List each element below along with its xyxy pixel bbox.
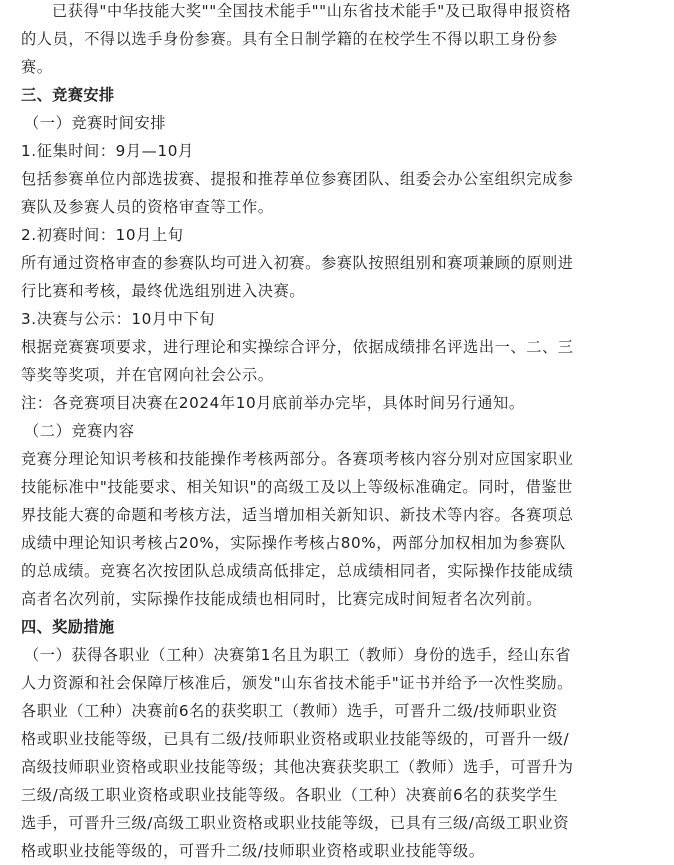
paragraph-line: 行比赛和考核，最终优选组别进入决赛。 — [21, 282, 306, 300]
paragraph-line: 人力资源和社会保障厅核准后，颁发"山东省技术能手"证书并给予一次性奖励。 — [21, 674, 573, 692]
paragraph-line: 高者名次列前，实际操作技能成绩也相同时，比赛完成时间短者名次列前。 — [21, 590, 542, 608]
schedule-item-title: 1.征集时间：9月—10月 — [21, 142, 194, 160]
paragraph-line: 包括参赛单位内部选拔赛、提报和推荐单位参赛团队、组委会办公室组织完成参 — [21, 170, 574, 188]
paragraph-line: 各职业（工种）决赛前6名的获奖职工（教师）选手，可晋升二级/技师职业资 — [21, 702, 558, 720]
note-line: 注：各竞赛项目决赛在2024年10月底前举办完毕，具体时间另行通知。 — [21, 394, 525, 412]
schedule-item-title: 3.决赛与公示：10月中下旬 — [21, 310, 216, 328]
paragraph-line: 技能标准中"技能要求、相关知识"的高级工及以上等级标准确定。同时，借鉴世 — [21, 478, 573, 496]
paragraph-line: 成绩中理论知识考核占20%，实际操作考核占80%，两部分加权相加为参赛队 — [21, 534, 566, 552]
paragraph-line: 所有通过资格审查的参赛队均可进入初赛。参赛队按照组别和赛项兼顾的原则进 — [21, 254, 574, 272]
subsection-heading: （一）竞赛时间安排 — [24, 114, 167, 132]
paragraph-line: （一）获得各职业（工种）决赛第1名且为职工（教师）身份的选手，经山东省 — [24, 646, 572, 664]
schedule-item-title: 2.初赛时间：10月上旬 — [21, 226, 184, 244]
paragraph-line: 三级/高级工职业资格或职业技能等级。各职业（工种）决赛前6名的获奖学生 — [21, 786, 558, 804]
subsection-heading: （二）竞赛内容 — [24, 422, 135, 440]
paragraph-line: 的总成绩。竞赛名次按团队总成绩高低排定，总成绩相同者，实际操作技能成绩 — [21, 562, 574, 580]
paragraph-line: 格或职业技能等级的，可晋升二级/技师职业资格或职业技能等级。 — [21, 842, 485, 860]
section-heading: 四、奖励措施 — [21, 618, 115, 636]
paragraph-line: 赛队及参赛人员的资格审查等工作。 — [21, 198, 274, 216]
paragraph-line: 赛。 — [21, 58, 53, 76]
paragraph-line: 根据竞赛赛项要求，进行理论和实操综合评分，依据成绩排名评选出一、二、三 — [21, 338, 574, 356]
paragraph-line: 界技能大赛的命题和考核方法，适当增加相关新知识、新技术等内容。各赛项总 — [21, 506, 574, 524]
paragraph-line: 等奖等奖项，并在官网向社会公示。 — [21, 366, 274, 384]
paragraph-line: 选手，可晋升三级/高级工职业资格或职业技能等级，已具有三级/高级工职业资 — [21, 814, 570, 832]
paragraph-line: 格或职业技能等级，已具有二级/技师职业资格或职业技能等级的，可晋升一级/ — [21, 730, 570, 748]
paragraph-line: 已获得"中华技能大奖""全国技术能手""山东省技术能手"及已取得申报资格 — [52, 2, 572, 20]
paragraph-line: 的人员，不得以选手身份参赛。具有全日制学籍的在校学生不得以职工身份参 — [21, 30, 558, 48]
paragraph-line: 高级技师职业资格或职业技能等级；其他决赛获奖职工（教师）选手，可晋升为 — [21, 758, 574, 776]
section-heading: 三、竞赛安排 — [21, 86, 115, 104]
paragraph-line: 竞赛分理论知识考核和技能操作考核两部分。各赛项考核内容分别对应国家职业 — [21, 450, 574, 468]
